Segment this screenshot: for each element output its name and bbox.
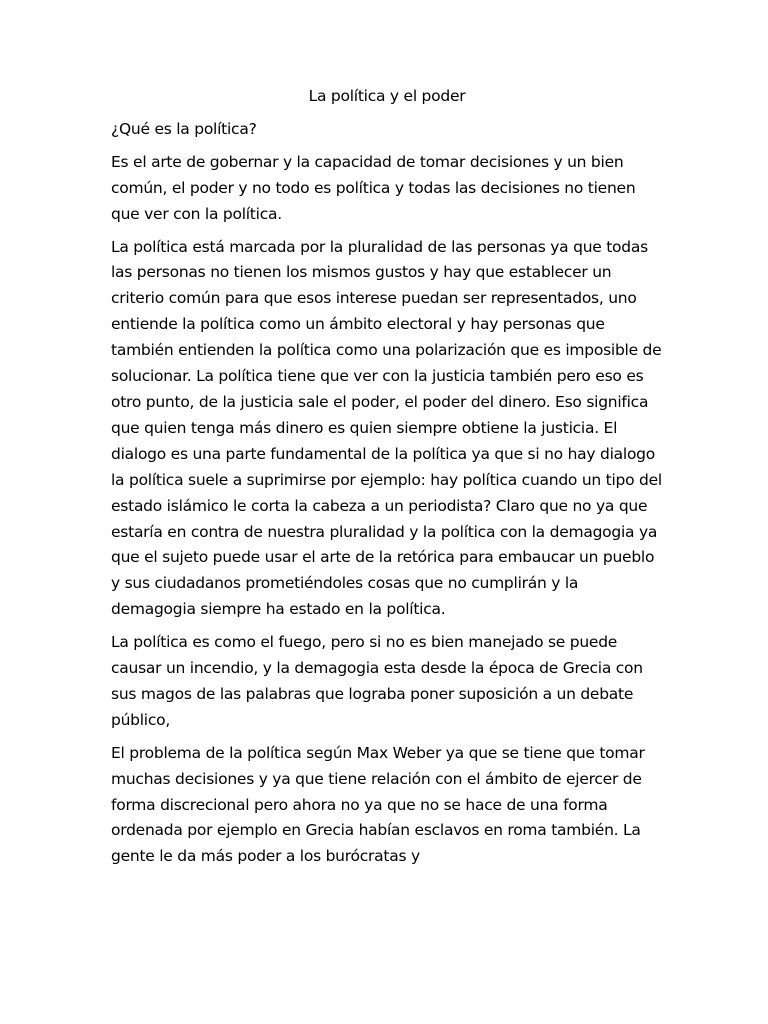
paragraph-2: La política está marcada por la pluralidad de las personas ya que todas las personas no tienen los mismos gustos y hay que establecer un criterio común para que esos interese puedan ser representados, uno entiende la política como un ámbito electoral y hay personas que también entienden la política como una polarización que es imposible de solucionar. La política tiene que ver con la justicia también pero eso es otro punto, de la justicia sale el poder, el poder del dinero. Eso significa que quien tenga más dinero es quien siempre obtiene la justicia. El dialogo es una parte fundamental de la política ya que si no hay dialogo la política suele a suprimirse por ejemplo: hay política cuando un tipo del estado islámico le corta la cabeza a un periodista? Claro que no ya que estaría en contra de nuestra pluralidad y la política con la demagogia ya que el sujeto puede usar el arte de la retórica para embaucar un pueblo y sus ciudadanos prometiéndoles cosas que no cumplirán y la demagogia siempre ha estado en la política.	[111, 237, 662, 619]
section-question: ¿Qué es la política?	[111, 119, 257, 138]
paragraph-4: El problema de la política según Max Weber ya que se tiene que tomar muchas decisiones y ya que tiene relación con el ámbito de ejercer de forma discrecional pero ahora no ya que no se hace de una forma ordenada por ejemplo en Grecia habían esclavos en roma también. La gente le da más poder a los burócratas y	[111, 743, 645, 866]
paragraph-1: Es el arte de gobernar y la capacidad de tomar decisiones y un bien común, el poder y no todo es política y todas las decisiones no tienen que ver con la política.	[111, 152, 636, 223]
document-page	[111, 84, 663, 877]
paragraph-3: La política es como el fuego, pero si no es bien manejado se puede causar un incendio, y la demagogia esta desde la época de Grecia con sus magos de las palabras que lograba poner suposición a un debate público,	[111, 633, 643, 729]
document-title: La política y el poder	[308, 87, 466, 105]
